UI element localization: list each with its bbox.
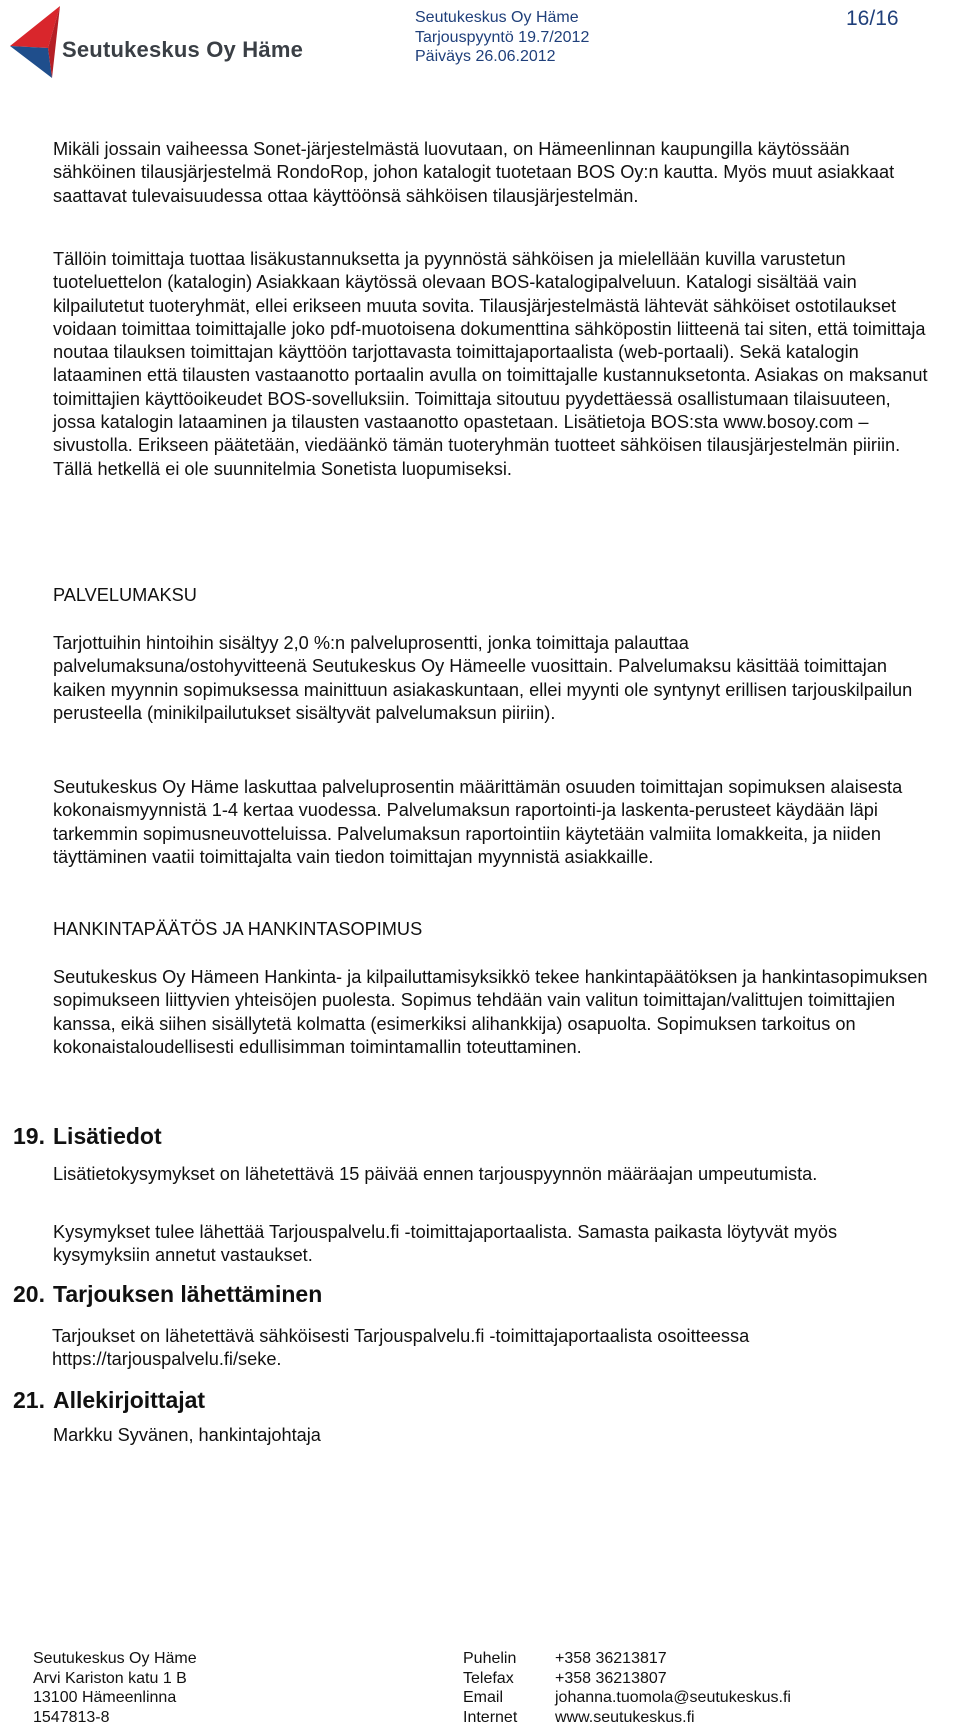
contact-value-email: johanna.tuomola@seutukeskus.fi	[555, 1689, 791, 1707]
section-number: 21.	[13, 1387, 45, 1413]
footer-business-id: 1547813-8	[33, 1708, 110, 1726]
section-19-title	[13, 1122, 162, 1150]
signatory: Markku Syvänen, hankintajohtaja	[53, 1425, 321, 1445]
footer-city: 13100 Hämeenlinna	[33, 1689, 177, 1707]
section-20-paragraph: Tarjoukset on lähetettävä sähköisesti Tarjouspalvelu.fi -toimittajaportaalista osoitteessa https://tarjouspalvelu.fi/seke.	[52, 1326, 750, 1370]
section-title-text: Lisätiedot	[53, 1123, 162, 1149]
footer-company: Seutukeskus Oy Häme	[33, 1650, 197, 1667]
footer-contact-values	[555, 1649, 791, 1727]
section-title-text: Tarjouksen lähettäminen	[53, 1281, 323, 1307]
footer-address	[33, 1649, 197, 1727]
section-number: 19.	[13, 1123, 45, 1149]
section-20-title	[13, 1280, 322, 1308]
header-date: Päiväys 26.06.2012	[415, 48, 556, 65]
logo-text: Seutukeskus Oy Häme	[62, 37, 304, 62]
header-reference: Tarjouspyyntö 19.7/2012	[415, 28, 590, 46]
paragraph-palvelumaksu-1: Tarjottuihin hintoihin sisältyy 2,0 %:n palveluprosentti, jonka toimittaja palauttaa palvelumaksuna/ostohyvitteenä Seutukeskus Oy Hämeelle vuosittain. Palvelumaksu käsittää toimittajan kaiken myynnin sopimuksessa mainittuun asiakaskuntaan, ellei myynti ole syntynyt erillisen tarjouskilpailun perusteella (minikilpailutukset sisältyvät palvelumaksun piiriin).	[53, 633, 913, 723]
section-title-text: Allekirjoittajat	[53, 1387, 206, 1413]
contact-label-internet: Internet	[463, 1708, 518, 1726]
contact-value-phone: +358 36213817	[555, 1650, 667, 1667]
page-number: 16/16	[846, 7, 899, 30]
company-logo	[8, 4, 304, 80]
heading-hankintapaatos: HANKINTAPÄÄTÖS JA HANKINTASOPIMUS	[53, 919, 423, 939]
contact-label-phone: Puhelin	[463, 1650, 517, 1667]
paragraph-hankintapaatos: Seutukeskus Oy Hämeen Hankinta- ja kilpailuttamisyksikkö tekee hankintapäätöksen ja hankintasopimuksen sopimukseen liittyvien yhteisöjen puolesta. Sopimus tehdään vain valitun toimittajan/valittujen toimittajien kanssa, eikä siihen sisällytetä kolmatta (esimerkiksi alihankkija) osapuolta. Sopimuksen tarkoitus on kokonaistaloudellisesti edullisimman toimintamallin toteuttaminen.	[53, 967, 928, 1057]
heading-palvelumaksu: PALVELUMAKSU	[53, 585, 197, 605]
document-info	[415, 8, 589, 67]
contact-label-fax: Telefax	[463, 1669, 514, 1687]
header-company: Seutukeskus Oy Häme	[415, 9, 579, 26]
paragraph-sonet: Mikäli jossain vaiheessa Sonet-järjestelmästä luovutaan, on Hämeenlinnan kaupungilla käytössään sähköinen tilausjärjestelmä RondoRop, johon katalogit tuotetaan BOS Oy:n kautta. Myös muut asiakkaat saattavat tulevaisuudessa ottaa käyttöönsä sähköisen tilausjärjestelmän.	[53, 139, 895, 206]
paragraph-palvelumaksu-2: Seutukeskus Oy Häme laskuttaa palveluprosentin määrittämän osuuden toimittajan sopimuksen alaisesta kokonaismyynnistä 1-4 kertaa vuodessa. Palvelumaksun raportointi-ja laskenta-perusteet käydään läpi tarkemmin sopimusneuvotteluissa. Palvelumaksun raportointiin käytetään valmiita lomakkeita, ja niiden täyttäminen vaatii toimittajalta vain tiedon toimittajan myynnistä asiakkaille.	[53, 777, 903, 867]
contact-label-email: Email	[463, 1689, 504, 1707]
section-number: 20.	[13, 1281, 45, 1307]
section-21-title	[13, 1386, 205, 1414]
section-19-paragraph-1: Lisätietokysymykset on lähetettävä 15 päivää ennen tarjouspyynnön määräajan umpeutumista.	[53, 1164, 818, 1184]
footer-contact-labels	[463, 1649, 517, 1727]
contact-value-internet: www.seutukeskus.fi	[555, 1708, 695, 1726]
paragraph-katalogi: Tällöin toimittaja tuottaa lisäkustannuksetta ja pyynnöstä sähköisen ja mielellään kuvilla varustetun tuoteluettelon (katalogin) Asiakkaan käytössä olevaan BOS-katalogipalveluun. Katalogi sisältää vain kilpailutetut tuoteryhmät, ellei erikseen muuta sovita. Tilausjärjestelmästä lähtevät sähköiset ostotilaukset voidaan toimittaa toimittajalle joko pdf-muotoisena dokumenttina sähköpostin liitteenä tai siten, että toimittaja noutaa tilauksen toimittajan käyttöön tarjottavasta toimittajaportaalista (web-portaali). Sekä katalogin lataaminen että tilausten vastaanotto portaalin avulla on toimittajalle kustannuksetonta. Asiakas on maksanut toimittajien käyttöoikeudet BOS-sovelluksiin. Toimittaja sitoutuu pyydettäessä osallistumaan tilaisuuteen, jossa katalogin lataaminen ja tilausten vastaanotto opastetaan. Lisätietoja BOS:sta www.bosoy.com –sivustolla. Erikseen päätetään, viedäänkö tämän tuoteryhmän tuotteet sähköisen tilausjärjestelmän piiriin. Tällä hetkellä ei ole suunnitelmia Sonetista luopumiseksi.	[53, 249, 928, 479]
footer-street: Arvi Kariston katu 1 B	[33, 1669, 187, 1687]
contact-value-fax: +358 36213807	[555, 1669, 667, 1687]
section-19-paragraph-2: Kysymykset tulee lähettää Tarjouspalvelu.fi -toimittajaportaalista. Samasta paikasta löytyvät myös kysymyksiin annetut vastaukset.	[53, 1222, 838, 1266]
